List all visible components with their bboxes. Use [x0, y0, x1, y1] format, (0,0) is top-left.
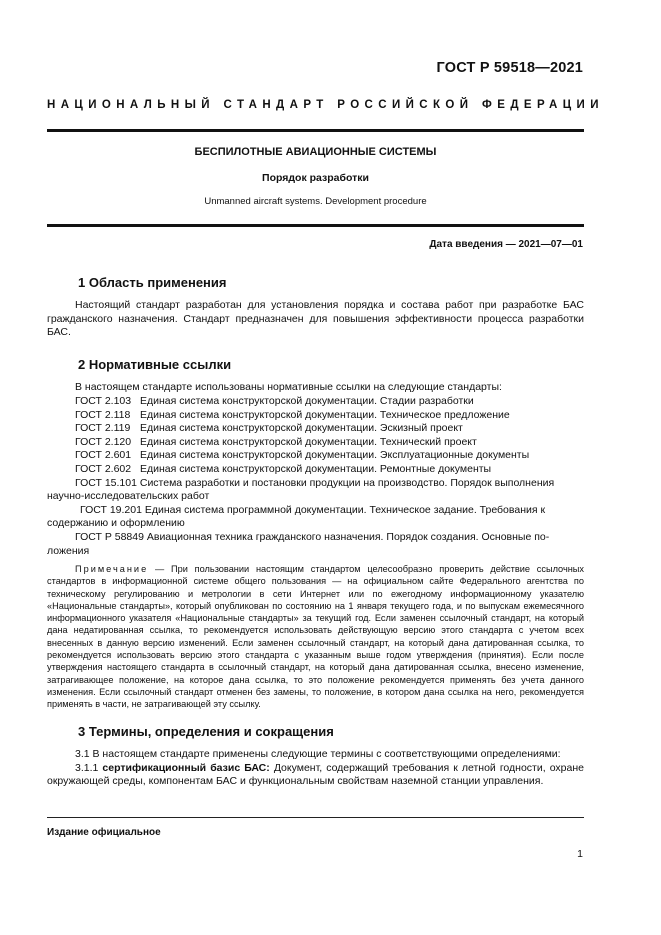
reference-title: Единая система конструкторской документации. Стадии разработки: [140, 395, 474, 407]
section-3-heading: 3 Термины, определения и сокращения: [78, 724, 334, 739]
term-definition: Документ, содержащий требования к летной годности, охране окружающей среды, компонентам БАС и функциональным свойствам наземной станции управления.: [47, 761, 584, 788]
clause-number: 3.1.1: [75, 761, 103, 774]
reference-15101: ГОСТ 15.101 Система разработки и постановки продукции на производство. Порядок выполнения: [75, 476, 555, 489]
standard-code: ГОСТ Р 59518—2021: [436, 60, 583, 76]
official-publication-label: Издание официальное: [47, 827, 161, 838]
national-standard-title: НАЦИОНАЛЬНЫЙ СТАНДАРТ РОССИЙСКОЙ ФЕДЕРАЦИИ: [47, 99, 604, 111]
reference-item: [75, 436, 477, 448]
reference-item: [75, 409, 510, 421]
section-2-heading: 2 Нормативные ссылки: [78, 357, 232, 372]
reference-item: [75, 395, 474, 407]
reference-code: ГОСТ 2.602: [75, 463, 132, 475]
header-divider: [47, 129, 584, 132]
section-1-text: [47, 299, 584, 340]
reference-code: ГОСТ 2.120: [75, 435, 132, 448]
section-1-body: Настоящий стандарт разработан для установления порядка и состава работ при разработке БАС гражданского назначения. Стандарт предназначен для повышения эффективности процесса разработки БАС.: [47, 299, 584, 339]
defined-term: сертификационный базис БАС:: [102, 761, 270, 774]
reference-58849-cont: ложения: [47, 544, 90, 557]
title-divider: [47, 224, 584, 227]
note-text: — При пользовании настоящим стандартом целесообразно проверить действие ссылочных стандартов в информационной системе общего пользования — на официальном сайте Федерального агентства по техническому регулированию и метрологии в сети Интернет или по ежегодному информационному указателю «Национальные стандарты», который опубликован по состоянию на 1 января текущего года, и по выпускам ежемесячного информационного указателя «Национальные стандарты» за текущий год. Если заменен ссылочный стандарт, на который дана недатированная ссылка, то рекомендуется использовать действующую версию этого стандарта с учетом всех внесенных в данную версию изменений. Если заменен ссылочный стандарт, на который дана датированная ссылка, то рекомендуется использовать версию этого стандарта с указанным выше годом утверждения (принятия). Если после утверждения настоящего стандарта в ссылочный стандарт, на который дана датированная ссылка, внесено изменение, затрагивающее положение, на которое дана ссылка, то это положение рекомендуется применять без учета данного изменения. Если ссылочный стандарт отменен без замены, то положение, в котором дана ссылка на него, рекомендуется применять в части, не затрагивающей эту ссылку.: [47, 564, 584, 710]
reference-code: ГОСТ 2.119: [75, 422, 131, 435]
reference-19201: ГОСТ 19.201 Единая система программной документации. Техническое задание. Требования к: [80, 503, 546, 516]
reference-15101-cont: научно-исследовательских работ: [47, 490, 210, 503]
section-1-heading: 1 Область применения: [78, 275, 227, 290]
reference-title: Единая система конструкторской документации. Эскизный проект: [140, 422, 463, 435]
reference-title: Единая система конструкторской документации. Техническое предложение: [140, 408, 510, 421]
note-label: Примечание: [75, 564, 149, 574]
footer-divider: [47, 817, 584, 818]
reference-title: Единая система конструкторской документации. Технический проект: [140, 435, 477, 448]
reference-item: [75, 449, 529, 461]
english-title: Unmanned aircraft systems. Development procedure: [204, 196, 427, 207]
reference-code: ГОСТ 2.601: [75, 449, 132, 462]
document-title: БЕСПИЛОТНЫЕ АВИАЦИОННЫЕ СИСТЕМЫ: [194, 146, 437, 158]
reference-title: Единая система конструкторской документации. Эксплуатационные документы: [140, 449, 530, 462]
reference-19201-cont: содержанию и оформлению: [47, 517, 185, 530]
reference-code: ГОСТ 2.118: [75, 408, 131, 421]
introduction-date: Дата введения — 2021—07—01: [429, 239, 583, 250]
reference-item: [75, 463, 491, 475]
reference-58849: ГОСТ Р 58849 Авиационная техника гражданского назначения. Порядок создания. Основные по-: [75, 531, 550, 543]
document-subtitle: Порядок разработки: [262, 172, 369, 184]
note-block: [47, 563, 584, 711]
reference-title: Единая система конструкторской документации. Ремонтные документы: [140, 463, 492, 475]
clause-3-1-1: [47, 762, 584, 789]
reference-item: [75, 422, 463, 434]
clause-3-1: 3.1 В настоящем стандарте применены следующие термины с соответствующими определениями:: [75, 748, 561, 760]
reference-code: ГОСТ 2.103: [75, 395, 132, 407]
page-number: 1: [577, 848, 583, 860]
section-2-intro: В настоящем стандарте использованы нормативные ссылки на следующие стандарты:: [75, 381, 502, 393]
